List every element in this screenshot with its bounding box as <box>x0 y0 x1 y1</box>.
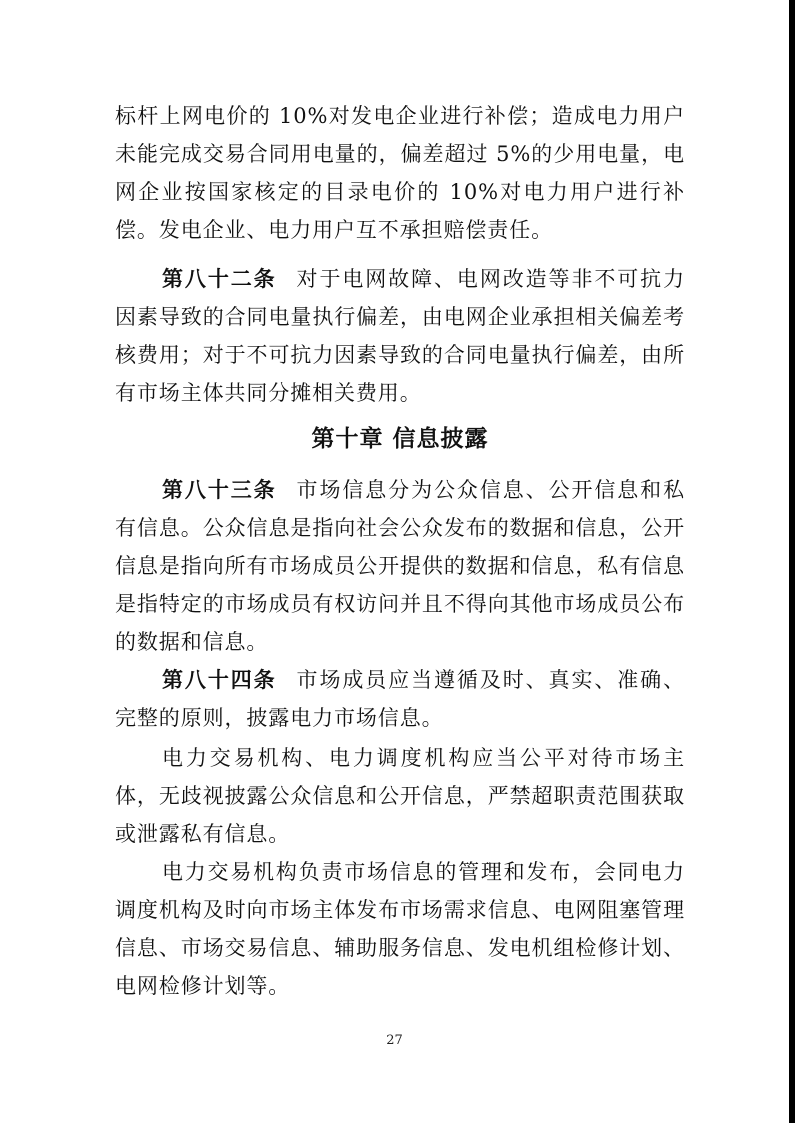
article-82-paragraph <box>115 260 685 412</box>
article-84-number: 第八十四条 <box>162 667 277 692</box>
article-83-number: 第八十三条 <box>162 477 277 502</box>
paragraph-continuation: 标杆上网电价的 10%对发电企业进行补偿；造成电力用户未能完成交易合同用电量的，偏差超过 5%的少用电量，电网企业按国家核定的目录电价的 10%对电力用户进行补偿。发电企业、电力用户互不承担赔偿责任。 <box>115 104 685 242</box>
scan-edge-artifact <box>789 0 795 1123</box>
article-84-text: 市场成员应当遵循及时、真实、准确、完整的原则，披露电力市场信息。 <box>115 668 685 730</box>
article-84-follow-paragraph-2: 电力交易机构负责市场信息的管理和发布，会同电力调度机构及时向市场主体发布市场需求信息、电网阻塞管理信息、市场交易信息、辅助服务信息、发电机组检修计划、电网检修计划等。 <box>115 860 685 998</box>
article-84-paragraph <box>115 661 685 737</box>
article-83-text: 市场信息分为公众信息、公开信息和私有信息。公众信息是指向社会公众发布的数据和信息，公开信息是指向所有市场成员公开提供的数据和信息，私有信息是指特定的市场成员有权访问并且不得向其他市场成员公布的数据和信息。 <box>115 478 685 654</box>
document-text-block <box>115 0 685 1005</box>
article-84-follow-paragraph-1: 电力交易机构、电力调度机构应当公平对待市场主体，无歧视披露公众信息和公开信息，严禁超职责范围获取或泄露私有信息。 <box>115 746 685 846</box>
article-82-number: 第八十二条 <box>162 266 277 291</box>
article-82-text: 对于电网故障、电网改造等非不可抗力因素导致的合同电量执行偏差，由电网企业承担相关偏差考核费用；对于不可抗力因素导致的合同电量执行偏差，由所有市场主体共同分摊相关费用。 <box>115 267 685 405</box>
page-number: 27 <box>386 1033 403 1048</box>
chapter-10-heading: 第十章 信息披露 <box>311 425 489 452</box>
article-83-paragraph <box>115 471 685 661</box>
